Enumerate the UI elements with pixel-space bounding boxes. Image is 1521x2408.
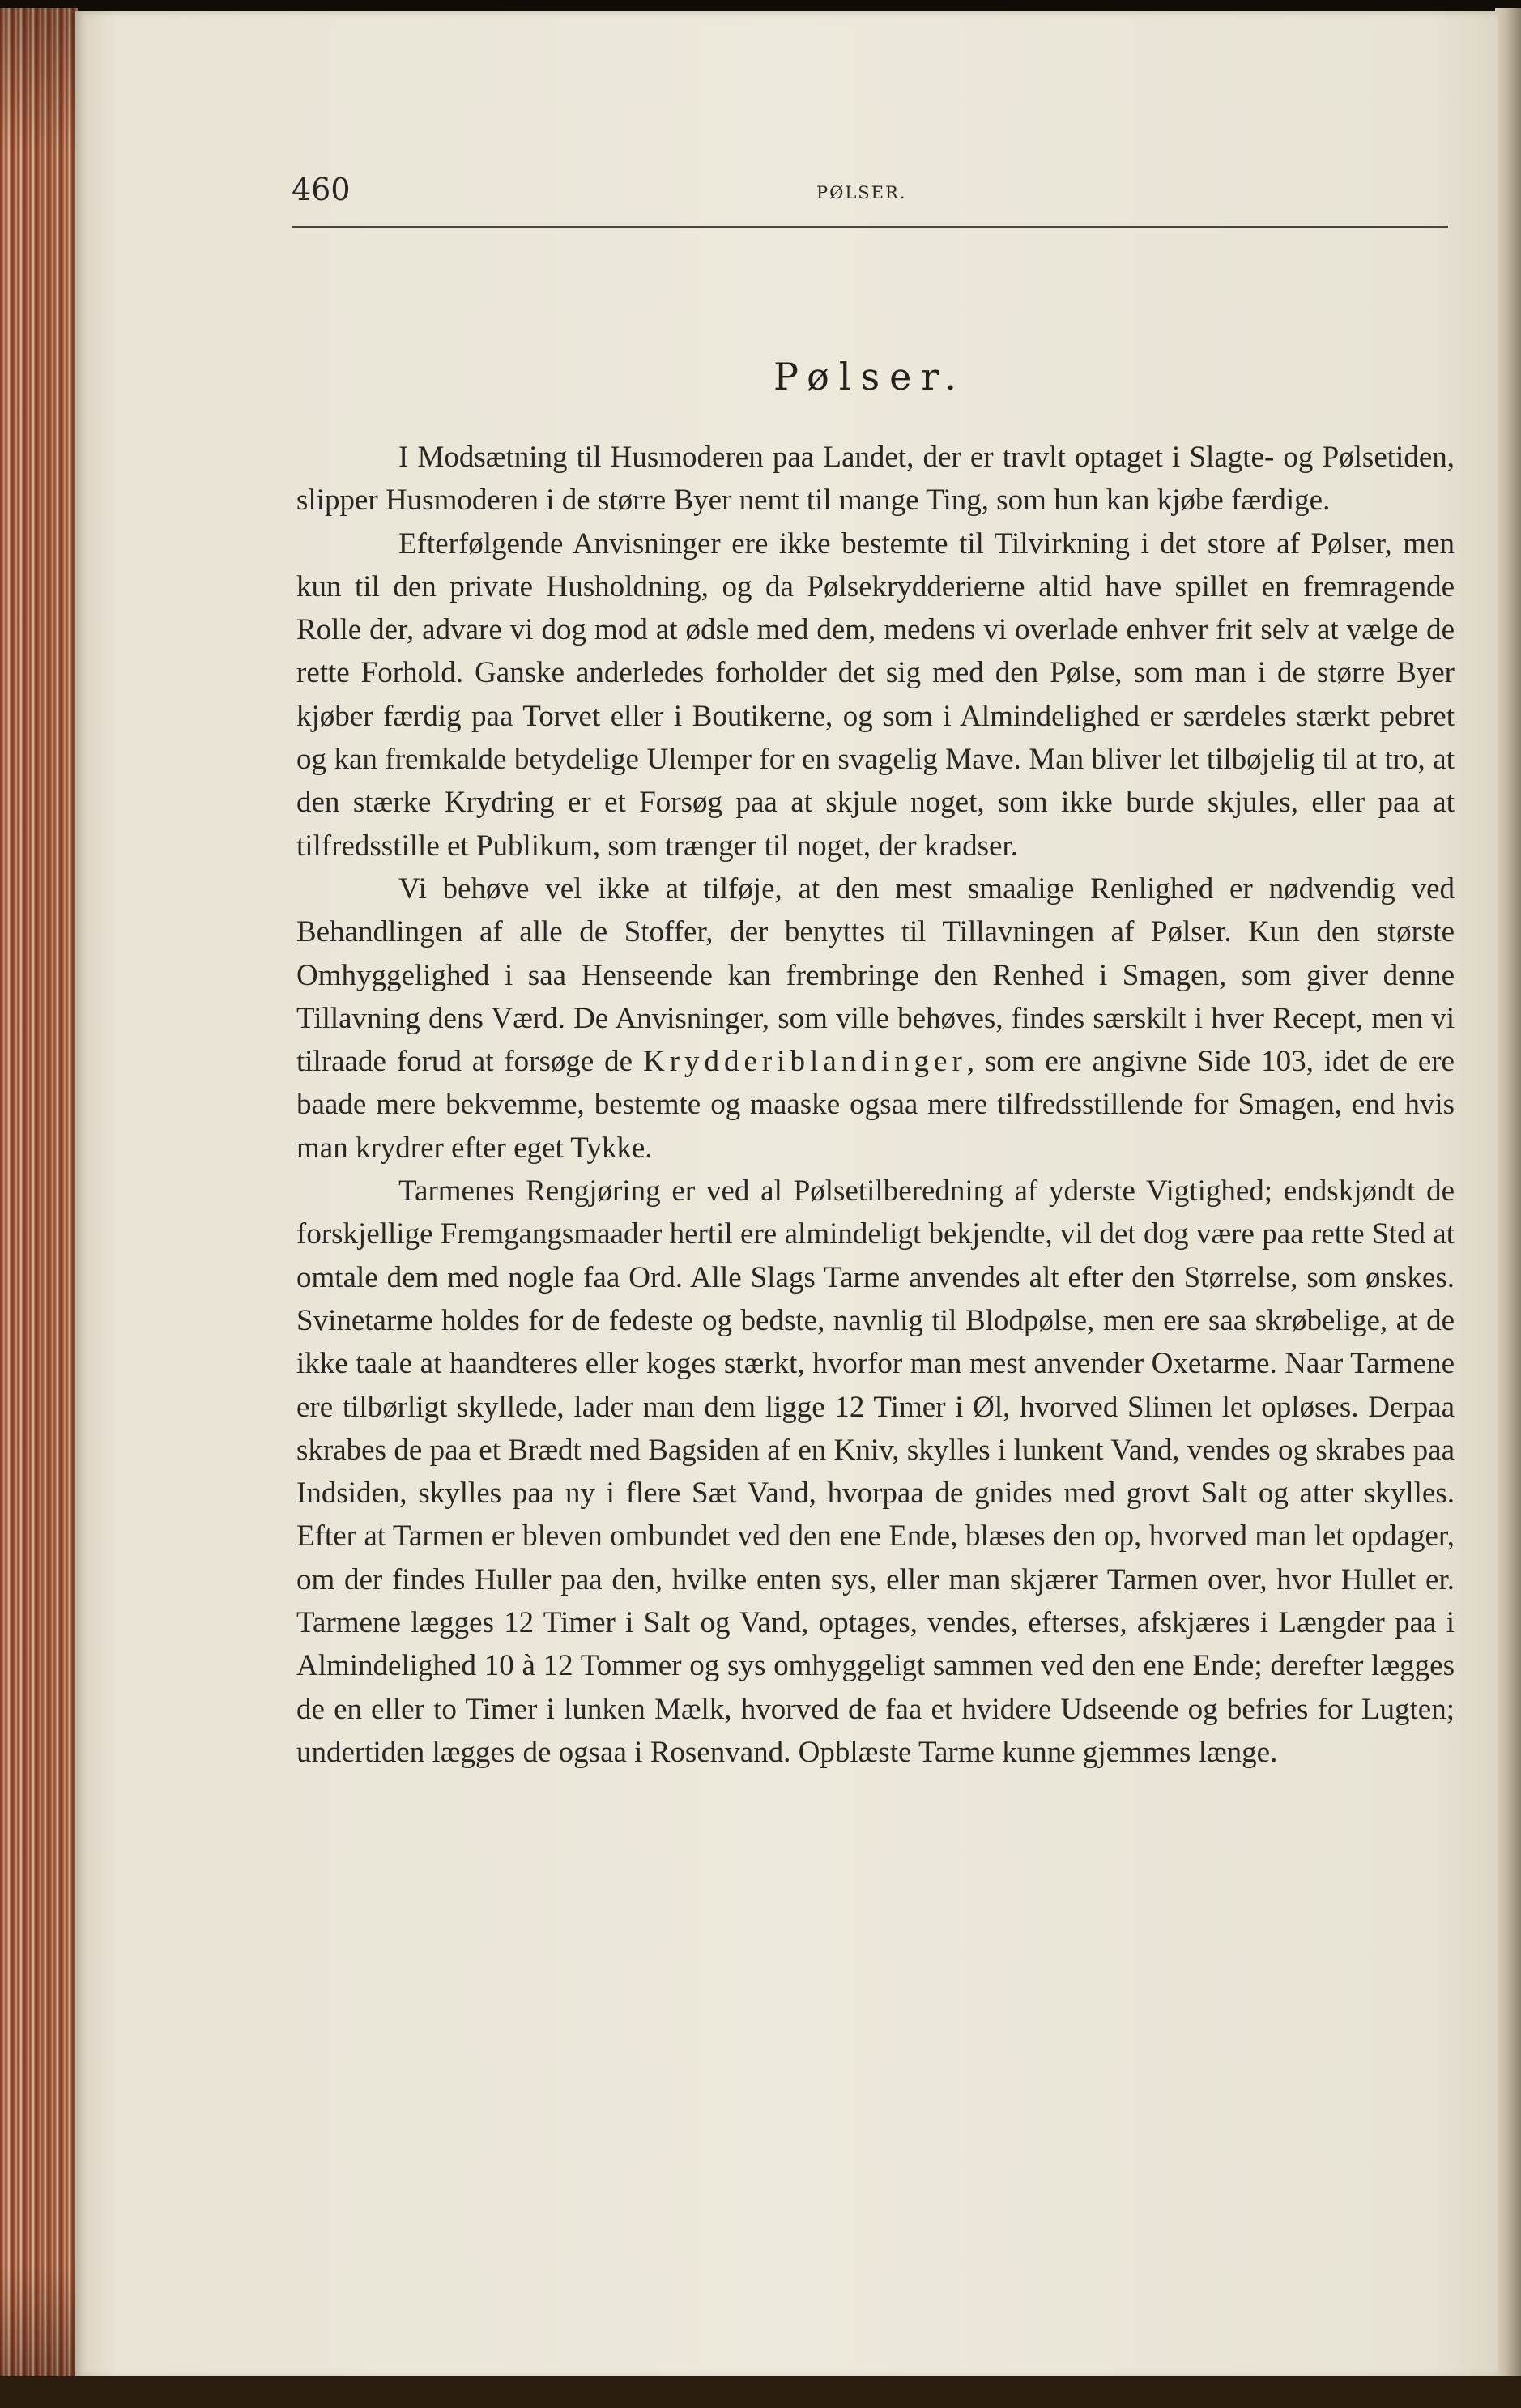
running-title: PØLSER. (816, 183, 907, 202)
paragraph (296, 867, 1455, 1170)
scan-bottom-border (0, 2376, 1521, 2408)
body-text (296, 436, 1455, 1774)
header-rule (292, 226, 1448, 228)
paragraph-text: , som ere angivne Side 103, idet de ere baade mere bekvemme, bestemte og maaske ogsaa mere tilfredsstillende for Smagen, end hvis man krydrer efter eget Tykke. (296, 1045, 1455, 1165)
paragraph: I Modsætning til Husmoderen paa Landet, der er travlt optaget i Slagte- og Pølsetiden, slipper Husmoderen i de større Byer nemt til mange Ting, som hun kan kjøbe færdige. (296, 441, 1455, 518)
section-heading: Pølser. (773, 355, 966, 398)
facing-page-edge (1495, 8, 1521, 2381)
running-head (292, 167, 1448, 212)
scan-top-border (0, 0, 1521, 11)
paragraph: Efterfølgende Anvisninger ere ikke bestemte til Tilvirkning i det store af Pølser, men kun til den private Husholdning, og da Pølsekrydderierne altid have spillet en fremragende Rolle der, advare vi dog mod at ødsle med dem, medens vi overlade enhver frit selv at vælge de rette Forhold. Ganske anderledes forholder det sig med den Pølse, som man i de større Byer kjøber færdig paa Torvet eller i Boutikerne, og som i Almindelighed er særdeles stærkt pebret og kan fremkalde betydelige Ulemper for en svagelig Mave. Man bliver let tilbøjelig til at tro, at den stærke Krydring er et Forsøg paa at skjule noget, som ikke burde skjules, eller paa at tilfredsstille et Publikum, som trænger til noget, der kradser. (296, 526, 1455, 863)
paragraph-text: Vi behøve vel ikke at tilføje, at den mest smaalige Renlighed er nødvendig ved Behandlingen af alle de Stoffer, der benyttes til Tillavningen af Pølser. Kun den største Omhyggelighed i saa Henseende kan frembringe den Renhed i Smagen, som giver denne Tillavning dens Værd. De Anvisninger, som ville behøves, findes særskilt i hver Recept, men vi tilraade forud at forsøge de (296, 872, 1455, 1079)
page-block-edges (0, 8, 78, 2408)
page-number: 460 (292, 172, 351, 207)
paragraph: Tarmenes Rengjøring er ved al Pølsetilberedning af yderste Vigtighed; endskjøndt de forskjellige Fremgangsmaader hertil ere almindeligt bekjendte, vil det dog være paa rette Sted at omtale dem med nogle faa Ord. Alle Slags Tarme anvendes alt efter den Størrelse, som ønskes. Svinetarme holdes for de fedeste og bedste, navnlig til Blodpølse, men ere saa skrøbelige, at de ikke taale at haandteres eller koges stærkt, hvorfor man mest anvender Oxetarme. Naar Tarmene ere tilbørligt skyllede, lader man dem ligge 12 Timer i Øl, hvorved Slimen let opløses. Derpaa skrabes de paa et Brædt med Bagsiden af en Kniv, skylles i lunkent Vand, vendes og skrabes paa Indsiden, skylles paa ny i flere Sæt Vand, hvorpaa de gnides med grovt Salt og atter skylles. Efter at Tarmen er bleven ombundet ved den ene Ende, blæses den op, hvorved man let opdager, om der findes Huller paa den, hvilke enten sys, eller man skjærer Tarmen over, hvor Hullet er. Tarmene lægges 12 Timer i Salt og Vand, optages, vendes, efterses, afskjæres i Længder paa i Almindelighed 10 à 12 Tommer og sys omhyggeligt sammen ved den ene Ende; derefter lægges de en eller to Timer i lunken Mælk, hvorved de faa et hvidere Udseende og befries for Lugten; undertiden lægges de ogsaa i Rosenvand. Opblæste Tarme kunne gjemmes længe. (296, 1174, 1455, 1769)
spaced-term: Krydderiblandinger (642, 1045, 967, 1079)
